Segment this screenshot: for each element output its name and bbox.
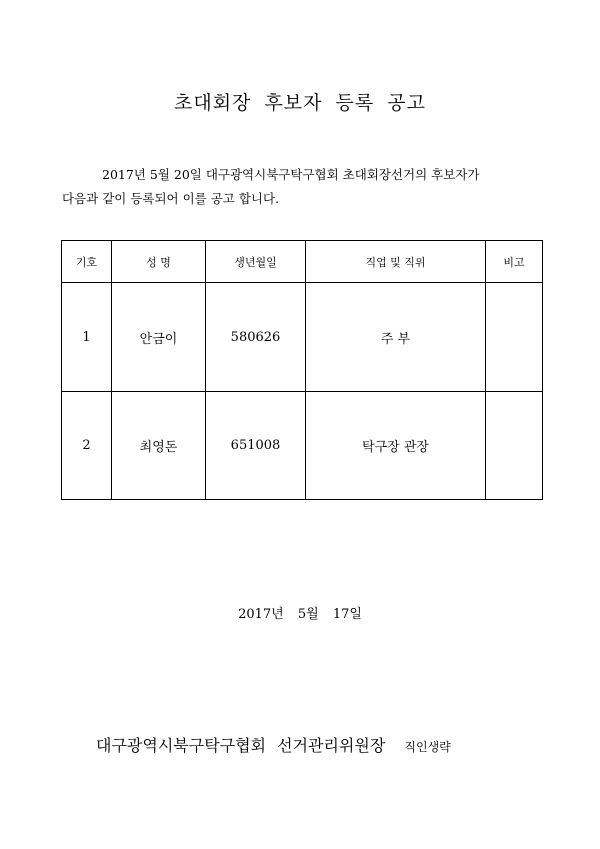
cell-birthdate: 580626 [206, 283, 306, 392]
candidate-table [61, 240, 543, 500]
header-note: 비고 [486, 241, 543, 283]
notice-date: 2017년 5월 17일 [238, 607, 362, 622]
cell-occupation: 탁구장 관장 [306, 392, 486, 500]
header-number: 기호 [62, 241, 112, 283]
cell-number: 2 [62, 392, 112, 500]
header-occupation: 직업 및 직위 [306, 241, 486, 283]
cell-name: 최영돈 [112, 392, 206, 500]
cell-number: 1 [62, 283, 112, 392]
cell-name: 안금이 [112, 283, 206, 392]
document-title: 초대회장 후보자 등록 공고 [173, 92, 426, 114]
table-row [62, 392, 543, 500]
intro-paragraph [62, 163, 542, 211]
seal-omitted-note: 직인생략 [404, 740, 451, 754]
cell-occupation: 주 부 [306, 283, 486, 392]
cell-birthdate: 651008 [206, 392, 306, 500]
header-birthdate: 생년월일 [206, 241, 306, 283]
intro-line-1: 2017년 5월 20일 대구광역시북구탁구협회 초대회장선거의 후보자가 [102, 167, 480, 182]
cell-note [486, 283, 543, 392]
header-name: 성 명 [112, 241, 206, 283]
issuing-organization: 대구광역시북구탁구협회 선거관리위원장 [96, 736, 386, 755]
intro-line-2: 다음과 같이 등록되어 이를 공고 합니다. [62, 191, 280, 206]
cell-note [486, 392, 543, 500]
signature-line [96, 733, 451, 756]
table-header-row [62, 241, 543, 283]
table-row [62, 283, 543, 392]
